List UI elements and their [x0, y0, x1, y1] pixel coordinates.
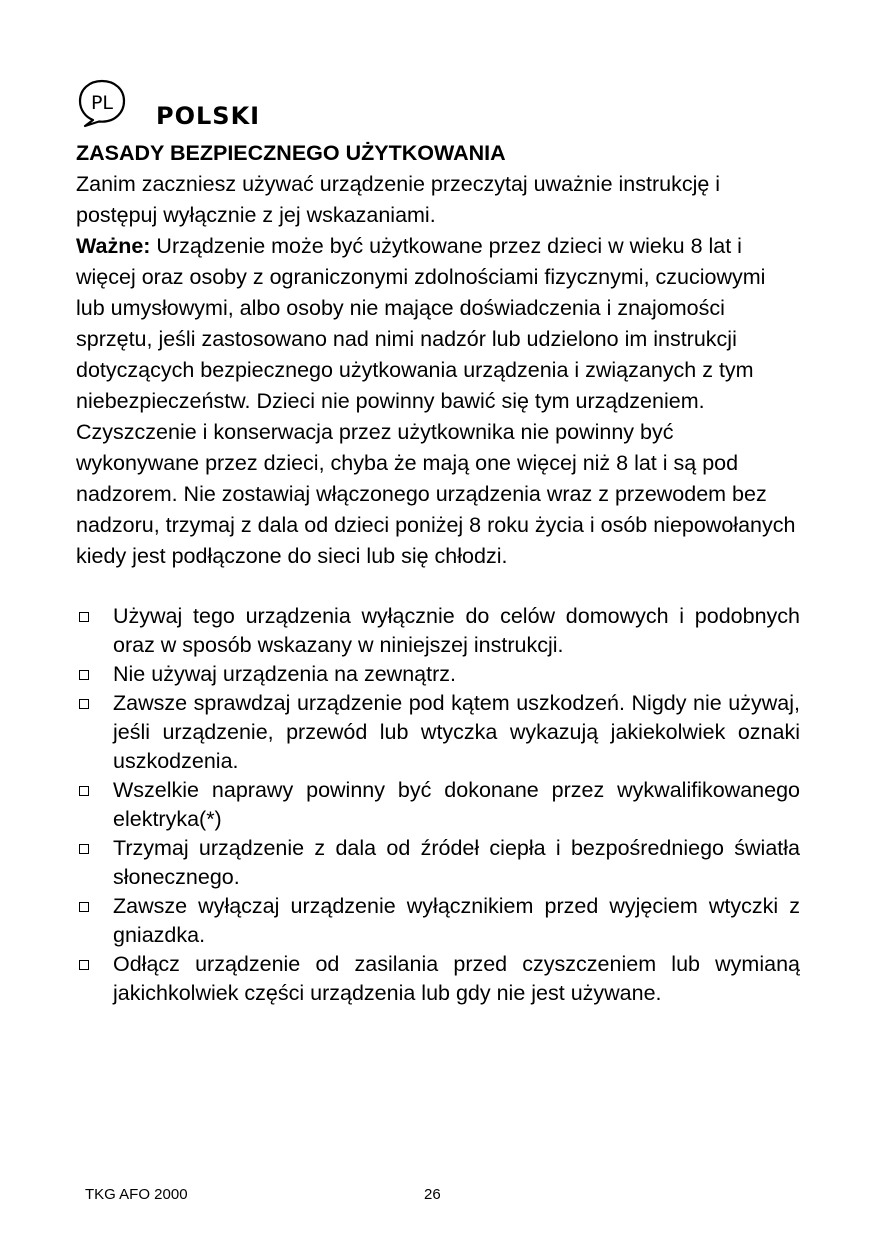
- checkbox-bullet-icon: [79, 844, 89, 854]
- important-label: Ważne:: [76, 234, 151, 258]
- footer-model: TKG AFO 2000: [85, 1186, 188, 1203]
- list-item-text: Używaj tego urządzenia wyłącznie do celów domowych i podobnych oraz w sposób wskazany w niniejszej instrukcji.: [113, 604, 800, 657]
- language-heading: POLSKI: [156, 102, 261, 130]
- language-badge-icon: [77, 78, 127, 128]
- checkbox-bullet-icon: [79, 902, 89, 912]
- page-number: 26: [424, 1186, 441, 1203]
- badge-label: PL: [90, 92, 114, 114]
- checkbox-bullet-icon: [79, 699, 89, 709]
- list-item: [76, 892, 800, 950]
- checkbox-bullet-icon: [79, 612, 89, 622]
- checkbox-bullet-icon: [79, 670, 89, 680]
- list-item: [76, 689, 800, 776]
- list-item: [76, 834, 800, 892]
- list-item-text: Zawsze sprawdzaj urządzenie pod kątem uszkodzeń. Nigdy nie używaj, jeśli urządzenie, przewód lub wtyczka wykazują jakiekolwiek oznaki uszkodzenia.: [113, 691, 800, 773]
- intro-paragraph: Zanim zaczniesz używać urządzenie przeczytaj uważnie instrukcję i postępuj wyłącznie z jej wskazaniami.: [76, 172, 721, 227]
- list-item: [76, 950, 800, 1008]
- list-item: [76, 660, 800, 689]
- checkbox-bullet-icon: [79, 786, 89, 796]
- list-item: [76, 776, 800, 834]
- list-item-text: Odłącz urządzenie od zasilania przed czyszczeniem lub wymianą jakichkolwiek części urządzenia lub gdy nie jest używane.: [113, 952, 800, 1005]
- list-item: [76, 602, 800, 660]
- list-item-text: Zawsze wyłączaj urządzenie wyłącznikiem przed wyjęciem wtyczki z gniazdka.: [113, 894, 800, 947]
- important-paragraph: [76, 231, 800, 572]
- list-item-text: Wszelkie naprawy powinny być dokonane przez wykwalifikowanego elektryka(*): [113, 778, 800, 831]
- list-item-text: Trzymaj urządzenie z dala od źródeł ciepła i bezpośredniego światła słonecznego.: [113, 836, 800, 889]
- safety-section: [76, 138, 800, 1008]
- checkbox-bullet-icon: [79, 960, 89, 970]
- list-item-text: Nie używaj urządzenia na zewnątrz.: [113, 662, 456, 686]
- rules-list: [76, 602, 800, 1008]
- important-text: Urządzenie może być użytkowane przez dzieci w wieku 8 lat i więcej oraz osoby z ograniczonymi zdolnościami fizycznymi, czuciowymi lub umysłowymi, albo osoby nie mające doświadczenia i znajomości sprzętu, jeśli zastosowano nad nimi nadzór lub udzielono im instrukcji dotyczących bezpiecznego użytkowania urządzenia i związanych z tym niebezpieczeństw. Dzieci nie powinny bawić się tym urządzeniem. Czyszczenie i konserwacja przez użytkownika nie powinny być wykonywane przez dzieci, chyba że mają one więcej niż 8 lat i są pod nadzorem. Nie zostawiaj włączonego urządzenia wraz z przewodem bez nadzoru, trzymaj z dala od dzieci poniżej 8 roku życia i osób niepowołanych kiedy jest podłączone do sieci lub się chłodzi.: [76, 234, 796, 568]
- section-title: ZASADY BEZPIECZNEGO UŻYTKOWANIA: [76, 141, 506, 165]
